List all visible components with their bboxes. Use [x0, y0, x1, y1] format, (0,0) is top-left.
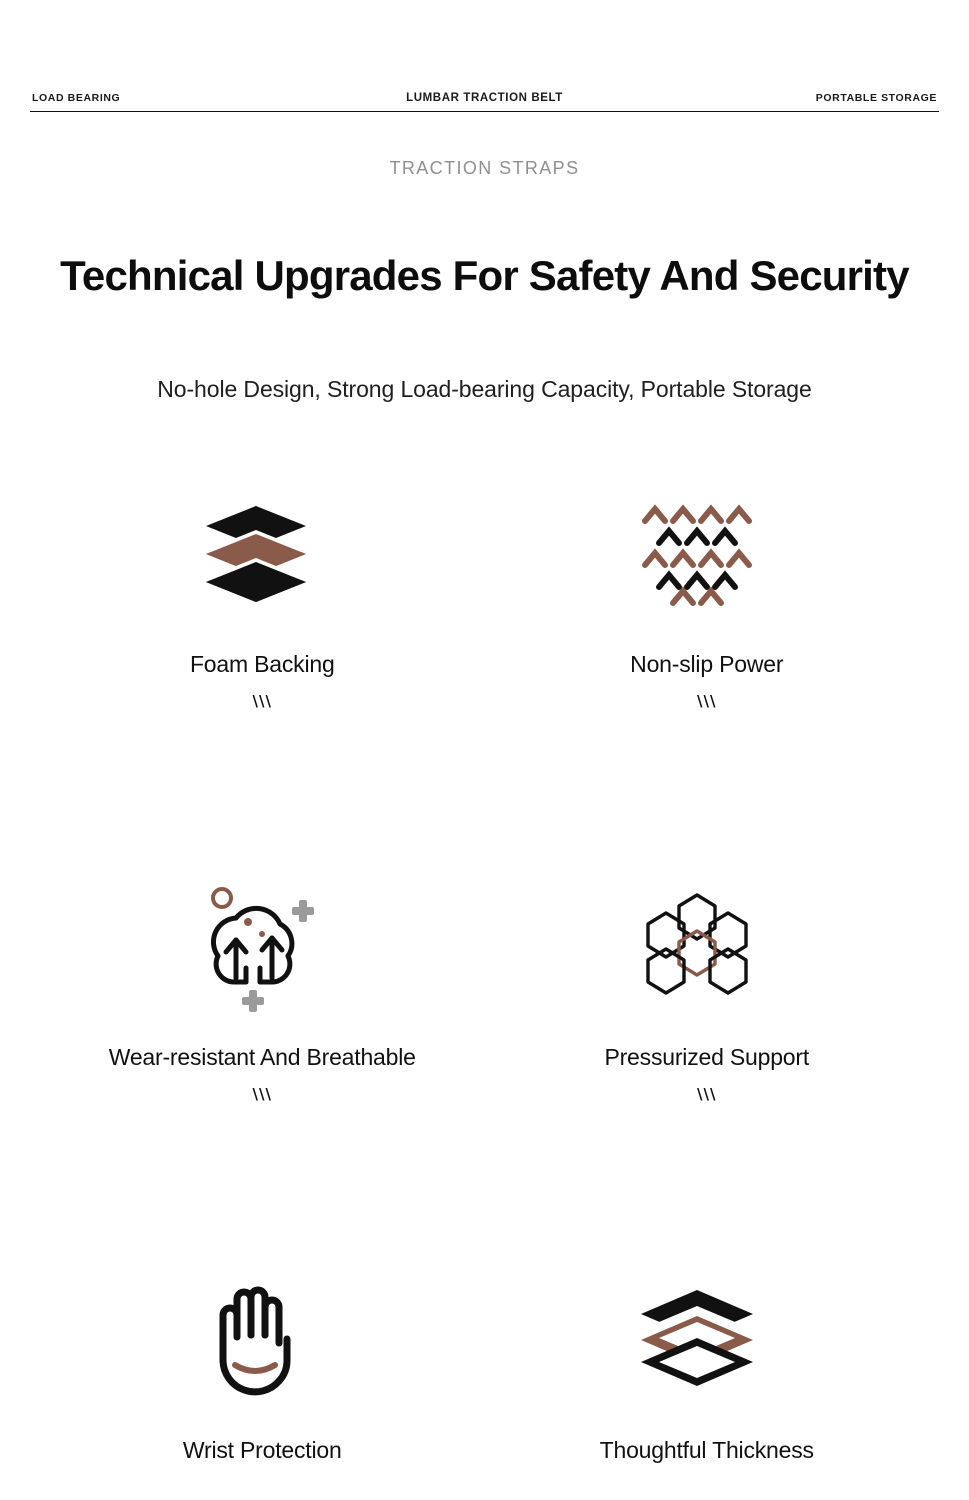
top-banner: [30, 88, 939, 114]
diamond-layers-icon: [635, 1280, 759, 1400]
page-subtitle: No-hole Design, Strong Load-bearing Capacity, Portable Storage: [157, 376, 812, 402]
feature-label: Thoughtful Thickness: [599, 1437, 814, 1463]
feature-item: [40, 1256, 485, 1496]
breathable-fabric-icon: [188, 887, 324, 1007]
honeycomb-icon: [633, 887, 761, 1007]
feature-item: [40, 470, 485, 863]
feature-label: Foam Backing: [189, 651, 335, 677]
feature-label: Pressurized Support: [604, 1044, 810, 1070]
feature-marks: \\\: [252, 692, 272, 710]
feature-label: Wear-resistant And Breathable: [108, 1044, 416, 1070]
herringbone-tread-icon: [637, 494, 757, 614]
page-title: Technical Upgrades For Safety And Security: [60, 252, 909, 299]
feature-label: Wrist Protection: [182, 1437, 342, 1463]
hand-palm-icon: [201, 1280, 311, 1400]
feature-item: [485, 1256, 930, 1496]
banner-divider: [30, 111, 939, 112]
feature-item: [40, 863, 485, 1256]
feature-label: Non-slip Power: [630, 651, 784, 677]
feature-grid: [40, 470, 929, 1496]
stacked-layers-icon: [196, 494, 316, 614]
banner-label-right: PORTABLE STORAGE: [815, 92, 937, 104]
banner-label-left: LOAD BEARING: [32, 92, 121, 104]
feature-marks: \\\: [697, 1085, 717, 1103]
feature-item: [485, 470, 930, 863]
banner-label-center: LUMBAR TRACTION BELT: [406, 92, 563, 104]
feature-item: [485, 863, 930, 1256]
feature-marks: \\\: [697, 692, 717, 710]
feature-marks: \\\: [252, 1085, 272, 1103]
eyebrow-text: TRACTION STRAPS: [389, 158, 580, 178]
